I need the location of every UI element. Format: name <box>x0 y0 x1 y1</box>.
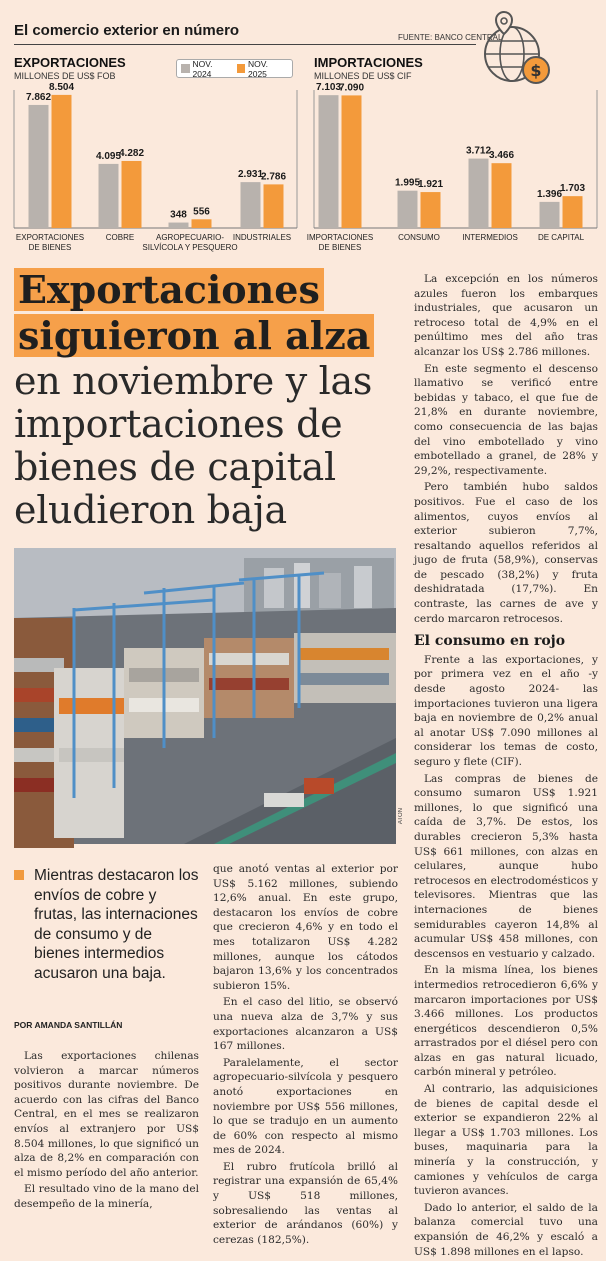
bar-value-label: 2.786 <box>260 171 287 183</box>
subhead: El consumo en rojo <box>414 633 566 650</box>
article-column-1 <box>14 1049 199 1214</box>
legend-label-2025: NOV. 2025 <box>248 58 269 79</box>
summary-bullet <box>14 866 202 983</box>
paragraph: Las compras de bienes de consumo sumaron US$ 1.921 millones, lo que significó una caída de 3,7%. De estos, los durables crecieron 5,3% hasta US$ 661 millones, con alzas en celulares, aunque hubo retrocesos en electrodomésticos y televisores. Mientras que las internaciones de bienes semidurables cayeron 14,8% al acumular US$ 458 millones, con descensos en vestuario y calzado. <box>414 772 598 960</box>
bar-2024 <box>540 202 560 228</box>
bar-2025 <box>264 184 284 228</box>
bar-value-label: 1.396 <box>536 188 563 200</box>
bar-value-label: 1.703 <box>559 183 586 195</box>
headline-line-3: en noviembre y las <box>14 359 373 403</box>
byline: POR AMANDA SANTILLÁN <box>14 1020 123 1030</box>
category-label: DE CAPITAL <box>537 233 585 242</box>
photo-credit: ATON <box>398 808 404 825</box>
category-label: SILVÍCOLA Y PESQUERO <box>142 243 238 252</box>
bar-2025 <box>342 95 362 228</box>
svg-text:$: $ <box>530 61 542 80</box>
exports-chart-subtitle: MILLONES DE US$ FOB <box>14 71 116 81</box>
legend-label-2024: NOV. 2024 <box>192 58 213 79</box>
bar-value-label: 2.931 <box>237 169 264 181</box>
category-label: CONSUMO <box>398 233 440 242</box>
paragraph: Dado lo anterior, el saldo de la balanza comercial tuvo una expansión de 46,2% y escaló a US$ 1.898 millones en el lapso. <box>414 1201 598 1258</box>
bar-value-label: 7.862 <box>25 91 52 103</box>
bar-value-label: 1.921 <box>417 179 444 191</box>
paragraph: En este segmento el descenso llamativo se verificó entre bebidas y tabaco, el que fue de 21,8% en durante noviembre, como consecuencia de las bajas del vino embotellado y vino embotellado a granel, de 28% y 29,2%, respectivamente. <box>414 362 598 477</box>
headline-line-5: bienes de capital <box>14 445 336 489</box>
headline-bold-line-2: siguieron al alza <box>14 314 374 357</box>
bar-value-label: 1.995 <box>394 177 421 189</box>
paragraph: La excepción en los números azules fueron los embarques industriales, que acusaron un retroceso total de 4,9% en el penúltimo mes del año tras alcanzar los US$ 2.786 millones. <box>414 273 598 358</box>
trade-bar-charts <box>0 0 606 262</box>
section-title: El comercio exterior en número <box>14 22 240 39</box>
bar-2025 <box>492 163 512 228</box>
imports-chart-title: IMPORTACIONES <box>314 55 423 70</box>
port-containers-photo <box>14 548 396 844</box>
bar-2024 <box>469 159 489 228</box>
bar-value-label: 3.712 <box>465 145 492 157</box>
headline-line-4: importaciones de <box>14 402 343 446</box>
bar-2025 <box>52 95 72 228</box>
source-note: FUENTE: BANCO CENTRAL <box>398 33 503 42</box>
bar-value-label: 7.090 <box>338 82 365 94</box>
category-label: INDUSTRIALES <box>232 233 292 242</box>
headline-bold-line-1: Exportaciones <box>14 268 324 311</box>
article-column-3 <box>414 272 598 1261</box>
paragraph: El resultado vino de la mano del desempeño de la minería, <box>14 1183 199 1210</box>
bar-2024 <box>29 105 49 228</box>
bar-value-label: 4.095 <box>95 150 122 162</box>
category-label: DE BIENES <box>318 243 362 252</box>
bar-value-label: 348 <box>170 209 187 221</box>
category-label: DE BIENES <box>28 243 72 252</box>
paragraph: Pero también hubo saldos positivos. Fue el caso de los alimentos, cuyos envíos al exterior subieron 7,7%, resaltando aquellos referidos al jugo de fruta (58,9%), conservas de pescado (38,2%) y fruta deshidratada (17,7%). En contraste, las carnes de ave y cerdo marcaron retrocesos. <box>414 481 598 625</box>
paragraph: En la misma línea, los bienes intermedios retrocedieron 6,6% y marcaron importaciones por US$ 3.466 millones. Los productos energéticos descendieron 0,5% arrastrados por el diésel pero con alzas en gas natural licuado, carbón mineral y petróleo. <box>414 964 598 1079</box>
article-column-2 <box>213 862 398 1249</box>
bullet-marker <box>14 870 24 880</box>
bar-value-label: 556 <box>193 206 210 218</box>
summary-text: Mientras destacaron los envíos de cobre y frutas, las internaciones de consumo y de bienes intermedios acusaron una baja. <box>34 867 199 982</box>
bar-2024 <box>319 95 339 228</box>
imports-chart-subtitle: MILLONES DE US$ CIF <box>314 71 412 81</box>
category-label: EXPORTACIONES <box>15 233 85 242</box>
paragraph: Paralelamente, el sector agropecuario-silvícola y pesquero anotó exportaciones en noviembre por US$ 556 millones, lo que se tradujo en un aumento de 60% con respecto al mismo mes de 2024. <box>213 1056 398 1157</box>
bar-2024 <box>398 191 418 228</box>
paragraph: Frente a las exportaciones, y por primera vez en el año -y desde agosto 2024- las importaciones tuvieron una ligera baja en noviembre de 0,2% anual al anotar US$ 7.090 millones al considerar los temas de costo, seguro y flete (CIF). <box>414 653 598 768</box>
exports-chart-title: EXPORTACIONES <box>14 55 126 70</box>
bar-2025 <box>122 161 142 228</box>
headline-line-6: eludieron baja <box>14 488 287 532</box>
paragraph: El rubro frutícola brilló al registrar una expansión de 65,4% y US$ 518 millones, sobresaliendo las ventas al exterior de arándanos (60%) y cerezas (182,5%). <box>213 1160 398 1246</box>
paragraph: Al contrario, las adquisiciones de bienes de capital desde el exterior se expandieron 22% al llegar a US$ 1.703 millones. Los buses, maquinaria para la minería y la construcción, y camiones y vehículos de carga tuvieron avances. <box>414 1083 598 1198</box>
bar-value-label: 4.282 <box>118 147 145 159</box>
bar-2024 <box>169 223 189 228</box>
paragraph: Las exportaciones chilenas volvieron a marcar números positivos durante noviembre. De acuerdo con las cifras del Banco Central, en el mes se realizaron envíos al extranjero por US$ 8.504 millones, lo que significó un alza de 8,2% en comparación con el mismo período del año anterior. <box>14 1050 199 1179</box>
paragraph: que anotó ventas al exterior por US$ 5.162 millones, subiendo 12,6% anual. En este grupo, destacaron los envíos de cobre que crecieron 4,6% y en todo el mes totalizaron US$ 4.282 millones, aunque los cátodos bajaron 13,6% y los concentrados subieron 15%. <box>213 863 398 992</box>
bar-2025 <box>563 196 583 228</box>
bar-2025 <box>192 219 212 228</box>
category-label: AGROPECUARIO- <box>155 233 225 242</box>
bar-value-label: 7.103 <box>315 82 342 94</box>
paragraph: En el caso del litio, se observó una nueva alza de 3,7% y sus exportaciones alcanzaron a US$ 167 millones. <box>213 996 398 1053</box>
bar-2024 <box>241 182 261 228</box>
article-headline <box>14 268 404 532</box>
bar-value-label: 8.504 <box>48 81 75 93</box>
category-label: IMPORTACIONES <box>306 233 374 242</box>
bar-value-label: 3.466 <box>488 150 515 162</box>
category-label: INTERMEDIOS <box>462 233 518 242</box>
bar-2024 <box>99 164 119 228</box>
bar-2025 <box>421 192 441 228</box>
category-label: COBRE <box>105 233 135 242</box>
